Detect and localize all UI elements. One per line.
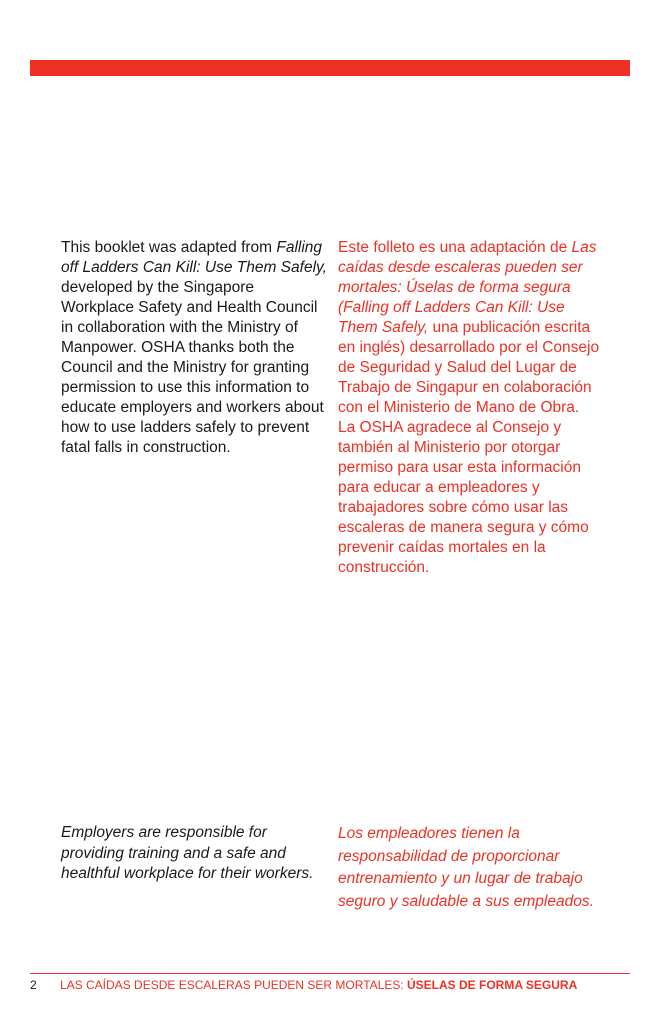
spanish-intro-text-1: Este folleto es una adaptación de (338, 239, 572, 256)
english-intro-text-2: developed by the Singapore Workplace Safety and Health Council in collaboration with the Ministry of Manpower. OSHA thanks both the Council and the Ministry for granting permission to use this information to educate employers and workers about how to use ladders safely to prevent fatal falls in construction. (61, 259, 332, 456)
page-number: 2 (30, 978, 37, 992)
header-accent-bar (30, 60, 630, 76)
english-intro-title: Falling off Ladders Can Kill: Use Them Safely, (61, 239, 327, 276)
footer-title-regular: LAS CAÍDAS DESDE ESCALERAS PUEDEN SER MORTALES: (60, 978, 407, 992)
spanish-intro-title: Las caídas desde escaleras pueden ser mortales: Úselas de forma segura (Falling off Ladders Can Kill: Use Them Safely, (338, 239, 601, 336)
english-responsibility-statement: Employers are responsible for providing training and a safe and healthful workplace for their workers. (61, 824, 314, 882)
footer-title-bold: ÚSELAS DE FORMA SEGURA (407, 978, 578, 992)
spanish-responsibility-statement: Los empleadores tienen la responsabilidad de proporcionar entrenamiento y un lugar de trabajo seguro y saludable a sus empleados. (338, 825, 594, 910)
english-intro-text-1: This booklet was adapted from (61, 239, 277, 256)
spanish-intro-paragraph (338, 238, 604, 578)
footer-running-title (60, 978, 577, 992)
footer-divider (30, 973, 630, 974)
spanish-intro-text-2: una publicación escrita en inglés) desarrollado por el Consejo de Seguridad y Salud del Lugar de Trabajo de Singapur en colaboración con el Ministerio de Mano de Obra. La OSHA agradece al Consejo y también al Ministerio por otorgar permiso para usar esta información para educar a empleadores y trabajadores sobre cómo usar las escaleras de manera segura y cómo prevenir caídas mortales en la construcción. (338, 319, 604, 576)
english-intro-paragraph (61, 238, 332, 458)
